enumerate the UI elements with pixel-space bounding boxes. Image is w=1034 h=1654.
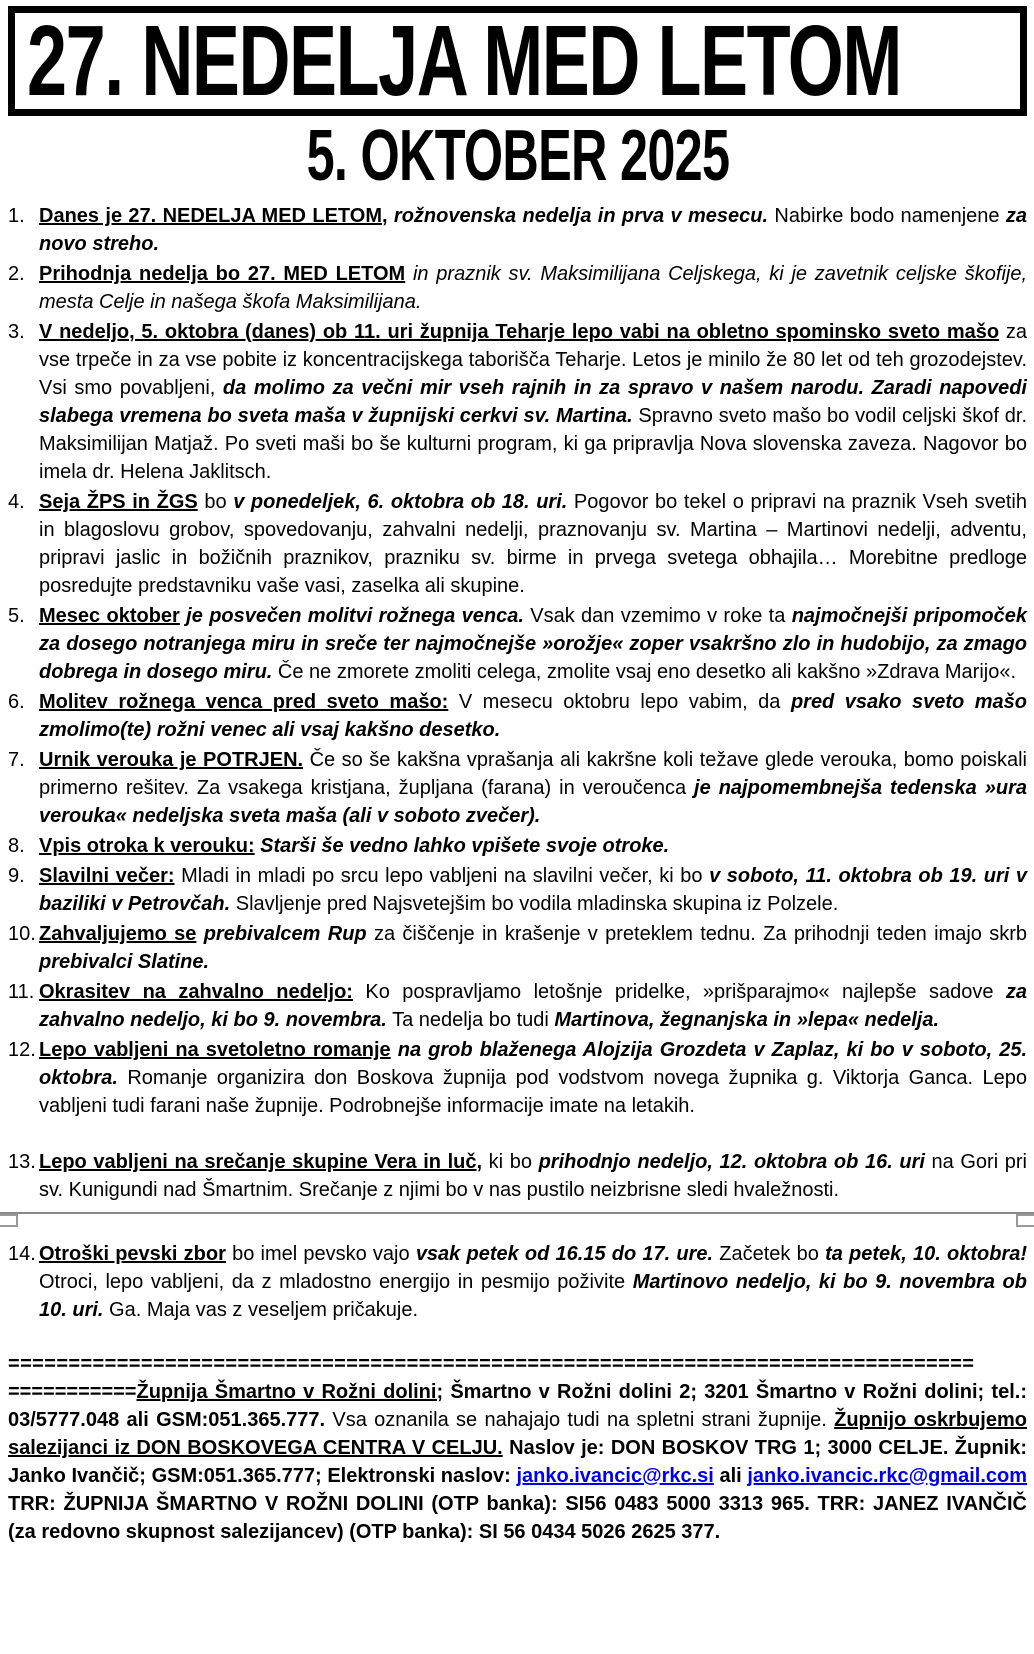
text-run: ali bbox=[713, 1465, 748, 1487]
text-run: TRR: ŽUPNIJA ŠMARTNO V ROŽNI DOLINI (OTP banka): SI56 0483 5000 3313 965. TRR: JANEZ IVANČIČ (za redovno skupnost salezijancev) (OTP banka): SI 56 0434 5026 2625 377. bbox=[8, 1493, 1027, 1543]
text-run: Župnija Šmartno v Rožni dolini; bbox=[136, 1381, 444, 1403]
text-run: Romanje organizira don Boskova župnija pod vodstvom novega župnika g. Viktorja Ganca. Lepo vabljeni tudi farani naše župnije. Podrobnejše informacije imate na letakih. bbox=[39, 1067, 1027, 1117]
item-text bbox=[39, 488, 1027, 600]
text-run: Lepo vabljeni na srečanje skupine Vera in luč, bbox=[39, 1151, 483, 1173]
text-run: =========== bbox=[8, 1381, 137, 1403]
text-run: za čiščenje in krašenje v preteklem tednu. Za prihodnji teden imajo skrb bbox=[373, 923, 1028, 945]
text-run: na Gori pri sv. Kunigundi nad Šmartnim. Srečanje z njimi bo v nas pustilo neizbrisne sledi hvaležnosti. bbox=[39, 1151, 1027, 1201]
text-run: da molimo za večni mir vseh rajnih in za spravo v našem narodu. Zaradi napovedi slabega vremena bo sveta maša v župnijski cerkvi sv. Martina. bbox=[39, 377, 1027, 427]
footer bbox=[8, 1350, 1027, 1546]
text-run: Ko pospravljamo letošnje pridelke, »prišparajmo« najlepše sadove bbox=[352, 981, 1006, 1003]
text-run: V mesecu oktobru lepo vabim, da bbox=[448, 691, 791, 713]
item-text bbox=[39, 920, 1027, 976]
text-run: Molitev rožnega venca pred sveto mašo: bbox=[39, 691, 449, 713]
text-run: Otroški pevski zbor bbox=[39, 1243, 226, 1265]
item-text bbox=[39, 832, 1027, 860]
announcement-list bbox=[8, 202, 1027, 1204]
item-number: 5. bbox=[8, 605, 25, 627]
text-run: za zahvalno nedeljo, ki bo 9. novembra. bbox=[39, 981, 1027, 1031]
text-run: ta petek, 10. oktobra! bbox=[825, 1243, 1028, 1265]
text-run: prihodnjo nedeljo, 12. oktobra ob 16. uri bbox=[538, 1151, 925, 1173]
text-run: Vsak dan vzemimo v roke ta bbox=[523, 605, 792, 627]
item-text bbox=[39, 1148, 1027, 1204]
text-run: Prihodnja nedelja bo 27. MED LETOM bbox=[39, 263, 406, 285]
item-number: 4. bbox=[8, 491, 25, 513]
item-text bbox=[39, 862, 1027, 918]
text-run: na grob blaženega Alojzija Grozdeta v Zaplaz, ki bo v soboto, 25. oktobra. bbox=[39, 1039, 1028, 1089]
text-run: Pogovor bo tekel o pripravi na praznik Vseh svetih in blagoslovu grobov, spovedovanju, zahvalni nedelji, praznovanju sv. Martina – Martinovi nedelji, adventu, pripravi jaslic in božičnih praznikov, prazniku sv. birme in prvega svetega obhajila… Morebitne predloge posredujte predstavniku vaše vasi, zaselka ali skupine. bbox=[39, 491, 1027, 597]
list-item bbox=[8, 920, 1027, 976]
date-heading: 5. OKTOBER 2025 bbox=[306, 116, 729, 196]
text-run: v soboto, 11. oktobra ob 19. uri v baziliki v Petrovčah. bbox=[39, 865, 1027, 915]
item-number: 6. bbox=[8, 691, 25, 713]
separator-line: ================================================================================ bbox=[8, 1353, 975, 1375]
text-run: Ta nedelja bo tudi bbox=[386, 1009, 555, 1031]
list-item bbox=[8, 1036, 1027, 1120]
text-run: in praznik sv. Maksimilijana Celjskega, ki je zavetnik celjske škofije, mesta Celje in našega škofa Maksimilijana. bbox=[39, 263, 1028, 313]
item-number: 14. bbox=[8, 1243, 36, 1265]
text-run: prebivalci Slatine. bbox=[39, 951, 210, 973]
text-run: Ga. Maja vas z veseljem pričakuje. bbox=[103, 1299, 419, 1321]
item-text bbox=[39, 318, 1027, 486]
text-run: Mladi in mladi po srcu lepo vabljeni na slavilni večer, ki bo bbox=[174, 865, 710, 887]
text-run: Če so še kakšna vprašanja ali kakršne koli težave glede verouka, bomo poiskali primerno rešitev. Za vsakega kristjana, župljana (farana) in veroučenca bbox=[39, 749, 1028, 799]
text-run: pred vsako sveto mašo zmolimo(te) rožni venec ali vsaj kakšno desetko. bbox=[39, 691, 1028, 741]
text-run: vsak petek od 16.15 do 17. ure. bbox=[415, 1243, 714, 1265]
text-run: Če ne zmorete zmoliti celega, zmolite vsaj eno desetko ali kakšno »Zdrava Marijo«. bbox=[272, 661, 1017, 683]
item-text bbox=[39, 1036, 1027, 1120]
item-text bbox=[39, 978, 1027, 1034]
item-number: 7. bbox=[8, 749, 25, 771]
item-text bbox=[39, 1240, 1027, 1324]
footer-text bbox=[8, 1378, 1027, 1546]
list-item bbox=[8, 602, 1027, 686]
text-run: Urnik verouka je POTRJEN. bbox=[39, 749, 304, 771]
item-number: 9. bbox=[8, 865, 25, 887]
list-item bbox=[8, 862, 1027, 918]
list-item bbox=[8, 1240, 1027, 1324]
text-run: je najpomembnejša tedenska »ura verouka« nedeljska sveta maša (ali v soboto zvečer). bbox=[39, 777, 1027, 827]
text-run: Šmartno v Rožni dolini 2; 3201 Šmartno v Rožni dolini; tel.: 03/5777.048 ali GSM:051.365.777. bbox=[8, 1381, 1027, 1431]
text-run: Začetek bo bbox=[713, 1243, 826, 1265]
text-run: ki bo bbox=[482, 1151, 539, 1173]
page-title: 27. NEDELJA MED LETOM bbox=[27, 6, 901, 116]
text-run: Lepo vabljeni na svetoletno romanje bbox=[39, 1039, 391, 1061]
text-run: Župnijo oskrbujemo salezijanci iz DON BOSKOVEGA CENTRA V CELJU. bbox=[8, 1409, 1027, 1459]
item-text bbox=[39, 260, 1027, 316]
list-item bbox=[8, 746, 1027, 830]
item-text bbox=[39, 688, 1027, 744]
item-number: 1. bbox=[8, 205, 25, 227]
text-run: rožnovenska nedelja in prva v mesecu. bbox=[387, 205, 769, 227]
page-corner-mark-right bbox=[1016, 1214, 1034, 1227]
text-run: Seja ŽPS in ŽGS bbox=[39, 491, 198, 513]
text-run: Starši še vedno lahko vpišete svoje otroke. bbox=[254, 835, 670, 857]
text-run: Zahvaljujemo se bbox=[39, 923, 197, 945]
text-run: Vsa oznanila se nahajajo tudi na spletni strani župnije. bbox=[325, 1409, 835, 1431]
page-break bbox=[0, 1212, 1034, 1232]
text-run: Mesec oktober bbox=[39, 605, 180, 627]
list-item bbox=[8, 260, 1027, 316]
text-run: prebivalcem Rup bbox=[196, 923, 374, 945]
item-number: 11. bbox=[8, 981, 35, 1003]
list-item bbox=[8, 1148, 1027, 1204]
text-run: Martinova, žegnanjska in »lepa« nedelja. bbox=[554, 1009, 940, 1031]
text-run: Martinovo nedeljo, ki bo 9. novembra ob 10. uri. bbox=[39, 1271, 1027, 1321]
text-run: Otroci, lepo vabljeni, da z mladostno energijo in pesmijo poživite bbox=[39, 1271, 633, 1293]
email-link-gmail[interactable]: janko.ivancic.rkc@gmail.com bbox=[747, 1465, 1027, 1487]
page-corner-mark-left bbox=[0, 1214, 18, 1227]
text-run: je posvečen molitvi rožnega venca. bbox=[179, 605, 524, 627]
text-run: za novo streho. bbox=[39, 205, 1028, 255]
item-number: 8. bbox=[8, 835, 25, 857]
list-item bbox=[8, 978, 1027, 1034]
list-item bbox=[8, 318, 1027, 486]
item-number: 2. bbox=[8, 263, 25, 285]
text-run: bo bbox=[197, 491, 234, 513]
item-number: 13. bbox=[8, 1151, 36, 1173]
text-run: Okrasitev na zahvalno nedeljo: bbox=[39, 981, 353, 1003]
item-number: 12. bbox=[8, 1039, 36, 1061]
list-item bbox=[8, 832, 1027, 860]
item-text bbox=[39, 602, 1027, 686]
item-text bbox=[39, 202, 1027, 258]
text-run: Spravno sveto mašo bo vodil celjski škof dr. Maksimilijan Matjaž. Po sveti maši bo še kulturni program, ki ga pripravlja Nova slovenska zaveza. Nagovor bo imela dr. Helena Jaklitsch. bbox=[39, 405, 1027, 483]
text-run: najmočnejši pripomoček za dosego notranjega miru in sreče ter najmočnejše »orožje« zoper vsakršno zlo in hudobijo, za zmago dobrega in dosego miru. bbox=[39, 605, 1027, 683]
title-banner bbox=[8, 6, 1027, 116]
announcement-list-page2 bbox=[8, 1240, 1027, 1324]
text-run: Naslov je: DON BOSKOV TRG 1; 3000 CELJE. Župnik: Janko Ivančič; GSM:051.365.777; Elektronski naslov: bbox=[8, 1437, 1028, 1487]
text-run: Danes je 27. NEDELJA MED LETOM, bbox=[39, 205, 388, 227]
list-item bbox=[8, 688, 1027, 744]
text-run: V nedeljo, 5. oktobra (danes) ob 11. uri župnija Teharje lepo vabi na obletno spominsko sveto mašo bbox=[39, 321, 1000, 343]
item-number: 10. bbox=[8, 923, 36, 945]
list-item bbox=[8, 488, 1027, 600]
text-run: bo imel pevsko vajo bbox=[225, 1243, 416, 1265]
text-run: Vpis otroka k verouku: bbox=[39, 835, 255, 857]
text-run: Slavilni večer: bbox=[39, 865, 175, 887]
list-item bbox=[8, 202, 1027, 258]
text-run: v ponedeljek, 6. oktobra ob 18. uri. bbox=[233, 491, 568, 513]
text-run: za vse trpeče in za vse pobite iz koncentracijskega taborišča Teharje. Letos je minilo že 80 let od teh grozodejstev. Vsi smo povabljeni, bbox=[39, 321, 1028, 399]
email-link-rkc[interactable]: janko.ivancic@rkc.si bbox=[516, 1465, 714, 1487]
date-heading-wrap bbox=[8, 116, 1027, 196]
item-number: 3. bbox=[8, 321, 25, 343]
item-text bbox=[39, 746, 1027, 830]
text-run: Nabirke bodo namenjene bbox=[768, 205, 1006, 227]
text-run: Slavljenje pred Najsvetejšim bo vodila mladinska skupina iz Polzele. bbox=[230, 893, 839, 915]
